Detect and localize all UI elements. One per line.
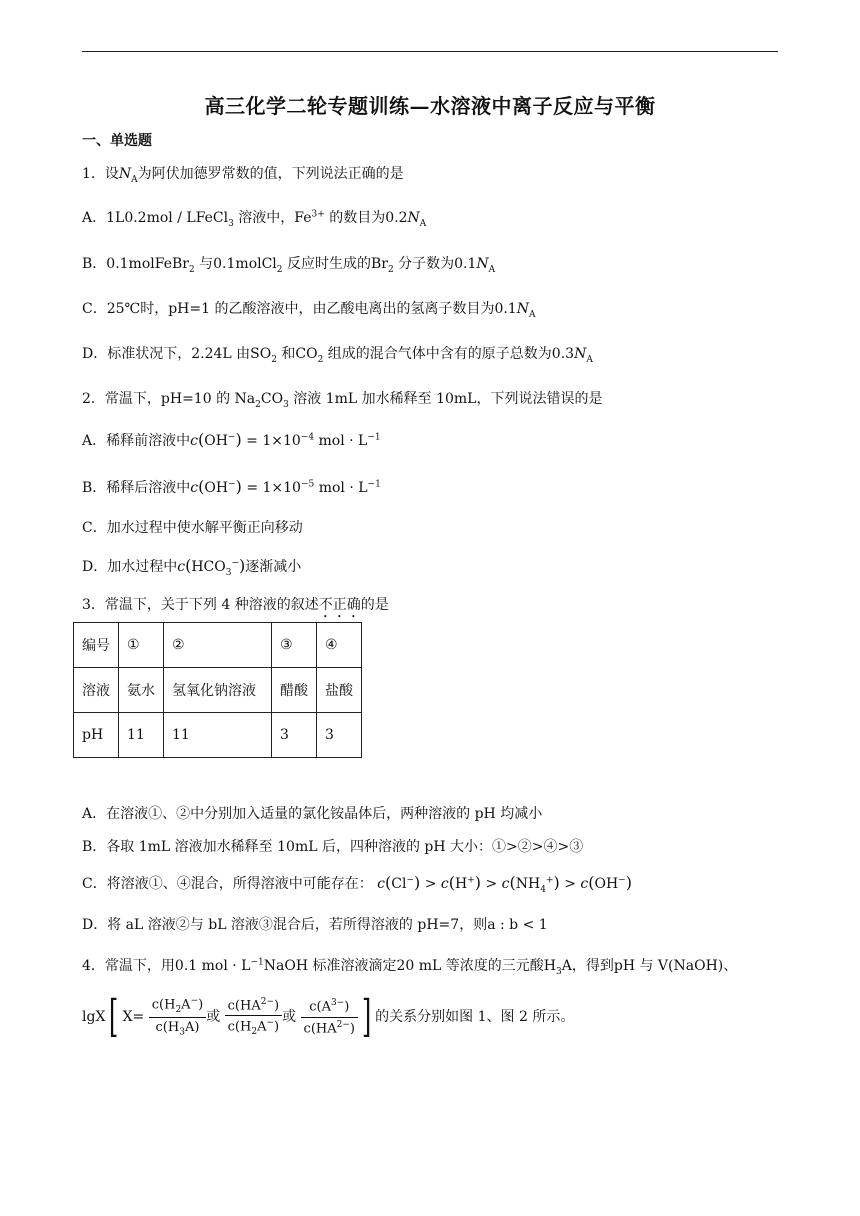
section-heading: 一、单选题 [82, 133, 152, 149]
question-2-option-b[interactable]: B．稀释后溶液中$c(OH^-) = 1\times 10^{-5}$ mol · $L^{-1}$ [82, 477, 381, 496]
table-cell: ④ [317, 623, 362, 668]
table-row [74, 713, 362, 758]
table-cell: ③ [272, 623, 317, 668]
table-cell: 11 [164, 713, 272, 758]
table-cell: 氢氧化钠溶液 [164, 668, 272, 713]
question-1-stem: 1．设$N_A$为阿伏加德罗常数的值，下列说法正确的是 [82, 166, 404, 185]
solution-table [73, 622, 362, 758]
table-cell: 盐酸 [317, 668, 362, 713]
table-cell: 11 [119, 713, 164, 758]
question-2-option-c[interactable]: C．加水过程中使水解平衡正向移动 [82, 520, 303, 536]
question-3-option-d[interactable]: D．将 aL 溶液②与 bL 溶液③混合后，若所得溶液的 pH=7，则a : b < 1 [82, 917, 548, 933]
table-cell: pH [74, 713, 119, 758]
question-2-option-a[interactable]: A．稀释前溶液中$c(OH^-) = 1\times 10^{-4}$ mol · $L^{-1}$ [82, 430, 381, 449]
table-cell: 醋酸 [272, 668, 317, 713]
question-3-option-b[interactable]: B．各取 1mL 溶液加水稀释至 10mL 后，四种溶液的 pH 大小：①>②>④>③ [82, 839, 584, 855]
question-3-option-c[interactable]: C．将溶液①、④混合，所得溶液中可能存在： $c(Cl^-) > c(H^+) > c(NH_4^+) > c(OH^-)$ [82, 873, 632, 895]
table-row [74, 623, 362, 668]
page-title: 高三化学二轮专题训练—水溶液中离子反应与平衡 [204, 94, 656, 118]
header-rule [82, 51, 778, 52]
fraction-1: $\frac{c(H_2A^-)}{c(H_3A)}$ [149, 996, 206, 1038]
table-cell: 编号 [74, 623, 119, 668]
question-1-option-d[interactable]: D．标准状况下，2.24L 由$SO_2$ 和$CO_2$ 组成的混合气体中含有的原子总数为$0.3N_A$ [82, 346, 593, 365]
question-1-option-a[interactable]: A．1L0.2mol / LFeCl$_3$ 溶液中，$Fe^{3+}$ 的数目为$0.2N_A$ [82, 209, 427, 229]
fraction-2: $\frac{c(HA^{2-})}{c(H_2A^-)}$ [225, 997, 282, 1037]
question-2-option-d[interactable]: D．加水过程中$c(HCO_3^-)$逐渐减小 [82, 556, 302, 578]
table-cell: 氨水 [119, 668, 164, 713]
fraction-3: $\frac{c(A^{3-})}{c(HA^{2-})}$ [301, 998, 358, 1036]
table-cell: 溶液 [74, 668, 119, 713]
question-4-stem: 4．常温下，用0.1 mol · $L^{-1}NaOH$ 标准溶液滴定20 mL 等浓度的三元酸$H_3A$，得到pH 与 V(NaOH)、 [82, 957, 738, 977]
question-3-stem: 3．常温下，关于下列 4 种溶液的叙述不正确的是 [82, 597, 389, 613]
table-cell: ② [164, 623, 272, 668]
question-1-option-c[interactable]: C．25℃时，pH=1 的乙酸溶液中，由乙酸电离出的氢离子数目为$0.1N_A$ [82, 301, 536, 320]
table-cell: 3 [317, 713, 362, 758]
table-row [74, 668, 362, 713]
table-cell: 3 [272, 713, 317, 758]
question-1-option-b[interactable]: B．0.1molFeBr$_2$ 与0.1molCl$_2$ 反应时生成的$Br_2$ 分子数为$0.1N_A$ [82, 256, 496, 275]
question-2-stem: 2．常温下，pH=10 的 $Na_2CO_3$ 溶液 1mL 加水稀释至 10mL，下列说法错误的是 [82, 391, 603, 410]
table-cell: ① [119, 623, 164, 668]
question-3-option-a[interactable]: A．在溶液①、②中分别加入适量的氯化铵晶体后，两种溶液的 pH 均减小 [82, 806, 543, 822]
question-4-formula: lgX[ X= $\frac{c(H_2A^-)}{c(H_3A)}$ 或 $\frac{c(HA^{2-})}{c(H_2A^-)}$ 或 $\frac{c(A^{3-})}{c(HA^{2-})}$ ] 的关系分别如图 1、图 2 所示。 [82, 991, 575, 1042]
